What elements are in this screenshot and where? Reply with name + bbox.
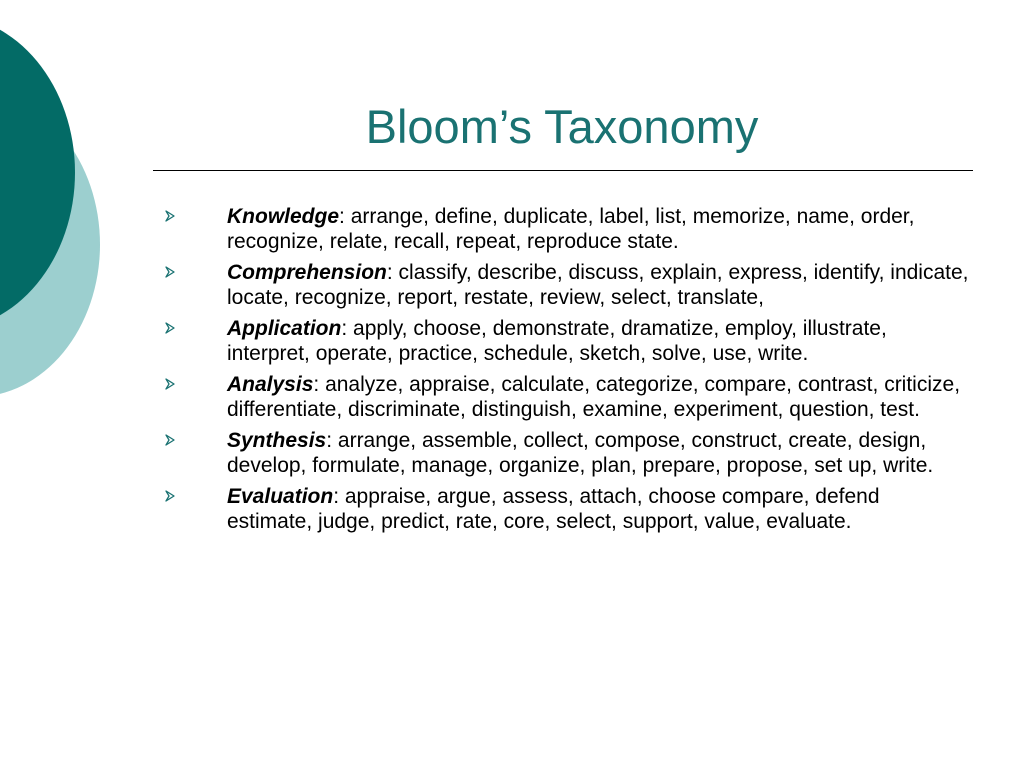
term-label: Application [227,317,342,340]
term-label: Evaluation [227,485,334,508]
title-divider [153,170,973,171]
term-description: arrange, define, duplicate, label, list, memorize, name, order, recognize, relate, recall, repeat, reproduce state. [227,205,915,253]
term-description: arrange, assemble, collect, compose, construct, create, design, develop, formulate, manage, organize, plan, prepare, propose, set up, write. [227,429,934,477]
term-separator: : [341,317,354,340]
term-description: apply, choose, demonstrate, dramatize, employ, illustrate, interpret, operate, practice, schedule, sketch, solve, use, write. [227,317,887,365]
arrow-bullet-icon [165,378,175,390]
term-description: analyze, appraise, calculate, categorize, compare, contrast, criticize, differentiate, discriminate, distinguish, examine, experiment, question, test. [227,373,961,421]
list-item-evaluation [160,485,970,534]
list-item-knowledge [160,205,970,254]
term-description: appraise, argue, assess, attach, choose compare, defend estimate, judge, predict, rate, core, select, support, value, evaluate. [227,485,880,533]
list-item-comprehension [160,261,970,310]
term-separator: : [339,205,351,228]
list-item-application [160,317,970,366]
term-separator: : [386,261,399,284]
list-item-synthesis [160,429,970,478]
term-separator: : [313,373,326,396]
term-description: classify, describe, discuss, explain, express, identify, indicate, locate, recognize, report, restate, review, select, translate, [227,261,969,309]
list-item-analysis [160,373,970,422]
term-label: Comprehension [227,261,387,284]
term-label: Knowledge [227,205,340,228]
term-label: Analysis [227,373,314,396]
term-separator: : [326,429,338,452]
arrow-bullet-icon [165,490,175,502]
arrow-bullet-icon [165,266,175,278]
term-separator: : [333,485,345,508]
arrow-bullet-icon [165,322,175,334]
arrow-bullet-icon [165,210,175,222]
term-label: Synthesis [227,429,327,452]
arrow-bullet-icon [165,434,175,446]
slide-title: Bloom’s Taxonomy [365,100,759,153]
bullet-list [160,205,970,541]
